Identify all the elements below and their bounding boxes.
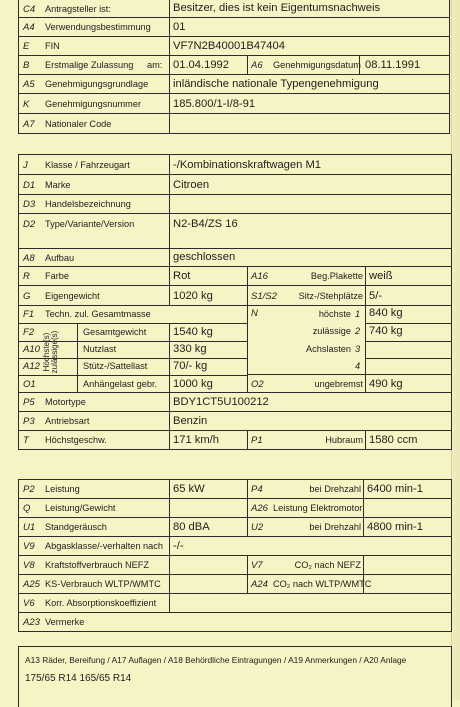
code-u2: U2 (251, 522, 264, 533)
label-v9: Abgasklasse/-verhalten nach (45, 541, 163, 551)
label-o1: Anhängelast gebr. (83, 379, 158, 389)
code-q: Q (23, 503, 31, 514)
axle-1: 1 (355, 309, 361, 319)
value-u2: 4800 min-1 (367, 521, 423, 533)
code-v9: V9 (23, 541, 35, 552)
code-a7: A7 (23, 119, 35, 130)
value-f2: 1540 kg (173, 326, 213, 338)
remarks-text: 175/65 R14 165/65 R14 (25, 673, 132, 684)
row-a8 (19, 249, 451, 267)
code-a6: A6 (251, 60, 263, 71)
code-v8: V8 (23, 560, 35, 571)
remarks-header: A13 Räder, Bereifung / A17 Auflagen / A18 Behördliche Eintragungen / A19 Anmerkungen / A20 Anlage (25, 655, 407, 665)
code-a4: A4 (23, 22, 35, 33)
row-a10 (19, 341, 247, 359)
label-d3: Handelsbezeichnung (45, 199, 131, 209)
row-a25 (19, 575, 451, 594)
row-u1 (19, 518, 451, 537)
code-n: N (251, 308, 258, 319)
row-a7 (18, 114, 450, 134)
label-v8: Kraftstoffverbrauch NEFZ (45, 560, 149, 570)
label-n-hoechste: höchste (318, 309, 351, 319)
label-p4: bei Drehzahl (309, 484, 361, 494)
row-r (19, 267, 451, 286)
value-a5: inländische nationale Typengenehmigung (173, 78, 379, 90)
label-p2: Leistung (45, 484, 80, 494)
row-q (19, 499, 451, 518)
label-q: Leistung/Gewicht (45, 503, 116, 513)
label-a5: Genehmigungsgrundlage (45, 79, 149, 89)
value-j: -/Kombinationskraftwagen M1 (173, 159, 321, 171)
value-p4: 6400 min-1 (367, 483, 423, 495)
row-a4 (18, 18, 450, 37)
code-b: B (23, 60, 30, 71)
label-f1: Techn. zul. Gesamtmasse (45, 309, 151, 319)
value-r: Rot (173, 270, 191, 282)
code-f1: F1 (23, 309, 35, 320)
label-r: Farbe (45, 271, 70, 281)
axle-4: 4 (355, 361, 361, 371)
label-n-zulaessige: zulässige (312, 326, 351, 336)
value-o2: 490 kg (369, 378, 403, 390)
label-p3: Antriebsart (45, 416, 90, 426)
label-d2: Type/Variante/Version (45, 219, 135, 229)
row-t (19, 431, 451, 450)
code-p3: P3 (23, 416, 35, 427)
label-t: Höchstgeschw. (45, 435, 107, 445)
axle-2: 2 (355, 326, 361, 336)
label-b-am: am: (147, 60, 163, 70)
code-a10: A10 (23, 344, 40, 355)
value-a12: 70/- kg (173, 360, 208, 372)
value-o1: 1000 kg (173, 378, 213, 390)
label-a4: Verwendungsbestimmung (45, 22, 151, 32)
label-a25: KS-Verbrauch WLTP/WMTC (45, 579, 161, 589)
value-p3: Benzin (173, 415, 208, 427)
code-a23: A23 (23, 617, 40, 628)
row-b (18, 56, 450, 75)
label-c4: Antragsteller ist: (45, 4, 111, 14)
label-a26: Leistung Elektromotor (273, 503, 363, 513)
code-a26: A26 (251, 503, 268, 514)
vertical-label-hoechste: Höchste(s) zulässige(s) (42, 330, 59, 374)
label-a12: Stütz-/Sattellast (83, 361, 148, 371)
label-d1: Marke (45, 180, 71, 190)
value-e: VF7N2B40001B47404 (173, 40, 285, 52)
code-t: T (23, 435, 29, 446)
value-g: 1020 kg (173, 290, 213, 302)
code-k: K (23, 99, 30, 110)
value-a8: geschlossen (173, 251, 236, 263)
value-k: 185.800/1-I/8-91 (173, 98, 256, 110)
label-p1: Hubraum (325, 435, 363, 445)
label-a16: Beg.Plakette (310, 271, 363, 281)
value-a6: 08.11.1991 (365, 59, 421, 71)
code-r: R (23, 271, 30, 282)
code-p5: P5 (23, 397, 35, 408)
section-vehicle (18, 154, 452, 450)
block-masses (19, 306, 451, 393)
code-o2: O2 (251, 379, 264, 390)
value-c4: Besitzer, dies ist kein Eigentumsnachweis (173, 2, 381, 14)
label-u2: bei Drehzahl (309, 522, 361, 532)
value-a4: 01 (173, 21, 186, 33)
row-d1 (19, 175, 451, 195)
code-p1: P1 (251, 435, 263, 446)
label-s1s2: Sitz-/Stehplätze (298, 291, 363, 301)
value-d2: N2-B4/ZS 16 (173, 218, 238, 230)
code-o1: O1 (23, 379, 36, 390)
code-a5: A5 (23, 79, 35, 90)
row-d3 (19, 195, 451, 214)
row-f2 (19, 323, 247, 342)
row-p3 (19, 412, 451, 431)
row-a5 (18, 75, 450, 94)
label-a6: Genehmigungsdatum (273, 60, 361, 70)
page-edge (451, 0, 460, 700)
label-a10: Nutzlast (83, 344, 117, 354)
value-p5: BDY1CT5U100212 (173, 396, 269, 408)
code-a25: A25 (23, 579, 40, 590)
label-a23: Vermerke (45, 617, 85, 627)
value-axle-2: 740 kg (369, 325, 403, 337)
value-u1: 80 dBA (173, 521, 210, 533)
value-p2: 65 kW (173, 483, 205, 495)
row-p5 (19, 393, 451, 412)
row-d2 (19, 214, 451, 249)
code-e: E (23, 41, 30, 52)
row-a12 (19, 358, 247, 376)
row-v8 (19, 556, 451, 575)
label-b: Erstmalige Zulassung (45, 60, 134, 70)
value-t: 171 km/h (173, 434, 220, 446)
code-u1: U1 (23, 522, 36, 533)
code-p4: P4 (251, 484, 263, 495)
value-p1: 1580 ccm (369, 434, 418, 446)
value-axle-1: 840 kg (369, 307, 403, 319)
label-f2: Gesamtgewicht (83, 327, 147, 337)
label-k: Genehmigungsnummer (45, 99, 142, 109)
label-a7: Nationaler Code (45, 119, 112, 129)
section-engine (18, 479, 452, 632)
label-a24: CO₂ nach WLTP/WMTC (273, 579, 372, 589)
row-k (18, 94, 450, 114)
code-f2: F2 (23, 327, 35, 338)
value-v9: -/- (173, 540, 184, 552)
row-v6 (19, 594, 451, 613)
label-v6: Korr. Absorptionskoeffizient (45, 598, 157, 608)
label-u1: Standgeräusch (45, 522, 107, 532)
row-j (19, 155, 451, 175)
axle-3: 3 (355, 344, 361, 354)
code-a16: A16 (251, 271, 268, 282)
label-o2: ungebremst (314, 379, 363, 389)
code-j: J (23, 160, 28, 171)
code-a8: A8 (23, 253, 35, 264)
code-p2: P2 (23, 484, 35, 495)
label-v7: CO₂ nach NEFZ (294, 560, 361, 570)
label-a8: Aufbau (45, 253, 75, 263)
code-d3: D3 (23, 199, 36, 210)
row-v9 (19, 537, 451, 556)
value-s1s2: 5/- (369, 290, 383, 302)
code-g: G (23, 291, 31, 302)
label-p5: Motortype (45, 397, 86, 407)
code-d2: D2 (23, 219, 36, 230)
code-a12: A12 (23, 361, 40, 372)
value-a10: 330 kg (173, 343, 207, 355)
label-j: Klasse / Fahrzeugart (45, 160, 130, 170)
value-a16: weiß (369, 270, 393, 282)
code-c4: C4 (23, 4, 36, 15)
row-c4 (18, 0, 450, 18)
value-d1: Citroen (173, 179, 210, 191)
section-remarks (18, 646, 452, 707)
code-v6: V6 (23, 598, 35, 609)
code-d1: D1 (23, 180, 36, 191)
row-a23 (19, 613, 451, 632)
code-s1s2: S1/S2 (251, 291, 277, 302)
code-v7: V7 (251, 560, 263, 571)
label-n-achslasten: Achslasten (306, 344, 351, 354)
value-b: 01.04.1992 (173, 59, 229, 71)
row-f1 (19, 306, 247, 324)
row-p2 (19, 480, 451, 499)
label-e: FIN (45, 41, 60, 51)
row-g (19, 286, 451, 306)
label-g: Eigengewicht (45, 291, 100, 301)
section-registration (18, 0, 450, 134)
code-a24: A24 (251, 579, 268, 590)
row-o1 (19, 375, 451, 393)
row-e (18, 37, 450, 56)
